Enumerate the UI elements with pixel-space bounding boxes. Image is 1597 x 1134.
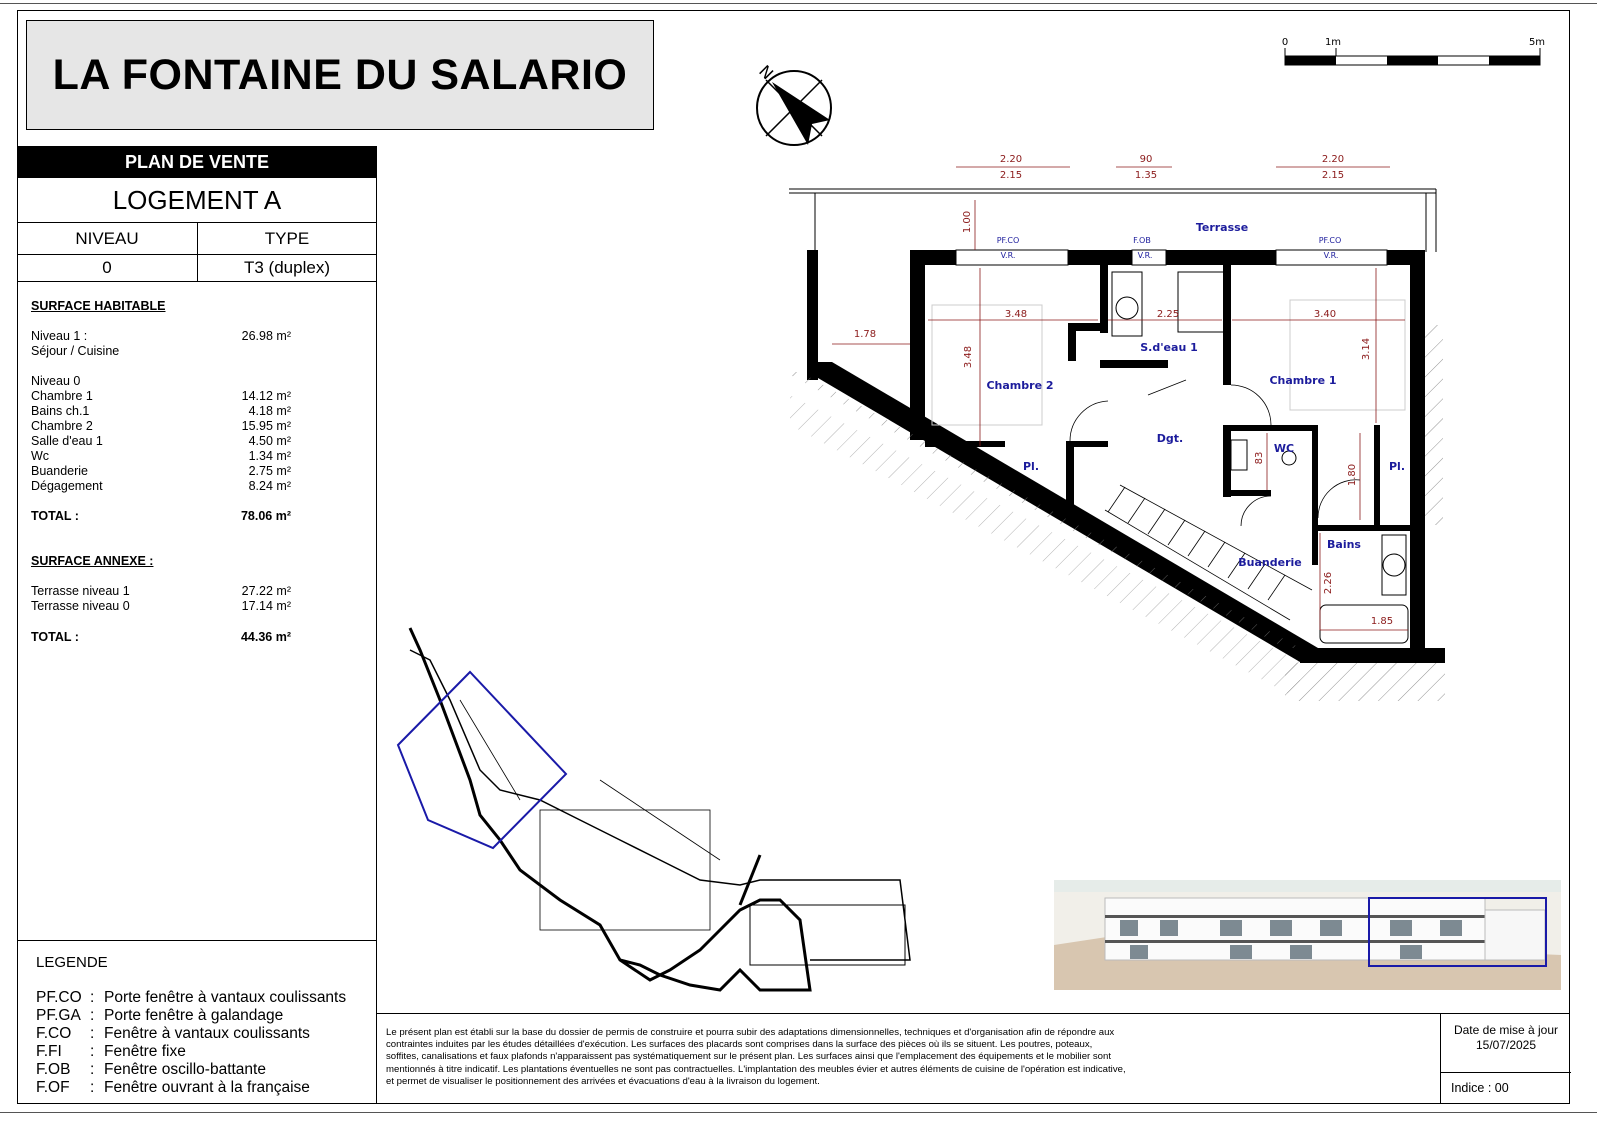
legend-separator: : — [90, 989, 95, 1006]
legend-separator: : — [90, 1079, 95, 1096]
dim-top1-a: 2.20 — [999, 154, 1023, 165]
dim-225: 2.25 — [1156, 309, 1180, 320]
legend-code: F.CO — [36, 1025, 72, 1042]
date-label-text: Date de mise à jour — [1453, 1023, 1559, 1037]
legend-desc: Fenêtre ouvrant à la française — [104, 1079, 310, 1096]
indice-label: Indice : 00 — [1451, 1081, 1509, 1095]
legend-desc: Porte fenêtre à galandage — [104, 1007, 284, 1024]
main-floor-plan — [785, 189, 1445, 701]
total-label: TOTAL : — [31, 509, 79, 523]
room-name: Wc — [31, 449, 50, 463]
room-name: Bains ch.1 — [31, 404, 90, 418]
legend-desc: Porte fenêtre à vantaux coulissants — [104, 989, 347, 1006]
room-label-terrasse: Terrasse — [1195, 221, 1249, 234]
legend-code: PF.CO — [36, 989, 82, 1006]
dim-top3-b: 2.15 — [1321, 170, 1345, 181]
legend-separator: : — [90, 1007, 95, 1024]
dim-top2-b: 1.35 — [1134, 170, 1158, 181]
north-arrow-icon — [755, 61, 831, 145]
dim-314: 3.14 — [1361, 337, 1372, 361]
legend-title: LEGENDE — [36, 954, 108, 971]
window-type-2: F.OB — [1133, 236, 1151, 245]
disclaimer-text: Le présent plan est établi sur la base du dossier de permis de construire et pourra subir des adaptations dimensionnelles, techniques et d'organisation afin de répondre aux contraintes induites par les études détaillées d'exécution. Les surfaces des placards sont comprises dans la surface des pièces où ils se situent. Les poutres, poteaux, soffites, canalisations et faux plafonds n'apparaissent pas systématiquement sur le présent plan. Les surfaces ainsi que l'emplacement des équipements et le mobilier sont mentionnés à titre indicatif. Les plantations éventuelles ne sont pas contractuelles. L'implantation des meubles évier et autres éléments de cuisine de l'opération est indicative, et permet de visualiser le positionnement des arrivées et évacuations d'eau à la livraison du logement. — [386, 1027, 1126, 1087]
annexe-name: Terrasse niveau 0 — [31, 599, 130, 613]
surface-habitable-title: SURFACE HABITABLE — [31, 299, 166, 313]
type-header: TYPE — [264, 228, 310, 248]
plan-de-vente-header: PLAN DE VENTE — [17, 146, 377, 178]
building-elevation-image — [1054, 880, 1561, 990]
legend-desc: Fenêtre fixe — [104, 1043, 186, 1060]
dim-100: 1.00 — [962, 210, 973, 234]
legend-desc: Fenêtre à vantaux coulissants — [104, 1025, 310, 1042]
room-label-bains: Bains — [1327, 538, 1361, 551]
surface-row-label: Séjour / Cuisine — [31, 344, 120, 358]
room-label-pl-right: Pl. — [1388, 460, 1406, 473]
total-label: TOTAL : — [31, 630, 79, 644]
room-area: 14.12 m² — [241, 389, 291, 403]
total-value: 44.36 m² — [240, 630, 291, 644]
room-label-chambre1: Chambre 1 — [1269, 374, 1337, 387]
annexe-area: 17.14 m² — [241, 599, 291, 613]
legend-separator: : — [90, 1061, 95, 1078]
date-value: 15/07/2025 — [1475, 1038, 1537, 1052]
scale-label-0: 0 — [1281, 37, 1289, 48]
scale-label-5m: 5m — [1528, 37, 1546, 48]
room-label-buanderie: Buanderie — [1238, 556, 1302, 569]
annexe-name: Terrasse niveau 1 — [31, 584, 130, 598]
room-area: 1.34 m² — [248, 449, 291, 463]
room-name: Salle d'eau 1 — [31, 434, 103, 448]
room-label-chambre2: Chambre 2 — [986, 379, 1054, 392]
dim-348-h: 3.48 — [963, 345, 974, 369]
surface-annexe-title: SURFACE ANNEXE : — [31, 554, 154, 568]
niveau-value: 0 — [102, 257, 112, 277]
dim-348-w: 3.48 — [1004, 309, 1028, 320]
room-name: Chambre 1 — [31, 389, 93, 403]
dim-top2-a: 90 — [1139, 154, 1153, 165]
room-name: Buanderie — [31, 464, 88, 478]
site-key-plan — [398, 628, 910, 990]
legend-separator: : — [90, 1043, 95, 1060]
dim-340: 3.40 — [1313, 309, 1337, 320]
legend-desc: Fenêtre oscillo-battante — [104, 1061, 266, 1078]
room-area: 4.50 m² — [248, 434, 291, 448]
room-label-wc: WC — [1273, 442, 1295, 455]
window-vr-1: V.R. — [1000, 251, 1016, 260]
room-label-pl-left: Pl. — [1022, 460, 1040, 473]
surface-row-label: Niveau 1 : — [31, 329, 88, 343]
scale-bar — [1282, 37, 1545, 65]
logement-label: LOGEMENT A — [17, 178, 377, 223]
north-label: N — [755, 61, 778, 84]
niveau-header: NIVEAU — [75, 228, 139, 248]
type-value: T3 (duplex) — [244, 257, 330, 277]
dim-180: 1.80 — [1347, 463, 1358, 487]
dim-185: 1.85 — [1370, 616, 1394, 627]
room-name: Chambre 2 — [31, 419, 93, 433]
project-title: LA FONTAINE DU SALARIO — [52, 50, 628, 99]
room-area: 2.75 m² — [248, 464, 291, 478]
legend-code: F.FI — [36, 1043, 62, 1060]
surface-row-label: Niveau 0 — [31, 374, 81, 388]
total-value: 78.06 m² — [240, 509, 291, 523]
dim-226: 2.26 — [1323, 571, 1334, 595]
surface-row-value: 26.98 m² — [241, 329, 291, 343]
window-vr-3: V.R. — [1323, 251, 1339, 260]
legend-code: F.OB — [36, 1061, 71, 1078]
room-area: 8.24 m² — [248, 479, 291, 493]
room-label-sdeau: S.d'eau 1 — [1140, 341, 1198, 354]
legend-separator: : — [90, 1025, 95, 1042]
annexe-area: 27.22 m² — [241, 584, 291, 598]
room-label-dgt: Dgt. — [1156, 432, 1184, 445]
dim-top1-b: 2.15 — [999, 170, 1023, 181]
window-type-3: PF.CO — [1318, 236, 1342, 245]
window-type-1: PF.CO — [996, 236, 1020, 245]
dim-83: 83 — [1254, 451, 1265, 465]
legend-code: F.OF — [36, 1079, 70, 1096]
window-vr-2: V.R. — [1137, 251, 1153, 260]
dim-178: 1.78 — [853, 329, 877, 340]
dim-top3-a: 2.20 — [1321, 154, 1345, 165]
legend-code: PF.GA — [36, 1007, 81, 1024]
room-area: 15.95 m² — [241, 419, 291, 433]
room-name: Dégagement — [31, 479, 103, 493]
scale-label-1m: 1m — [1324, 37, 1342, 48]
room-area: 4.18 m² — [248, 404, 291, 418]
